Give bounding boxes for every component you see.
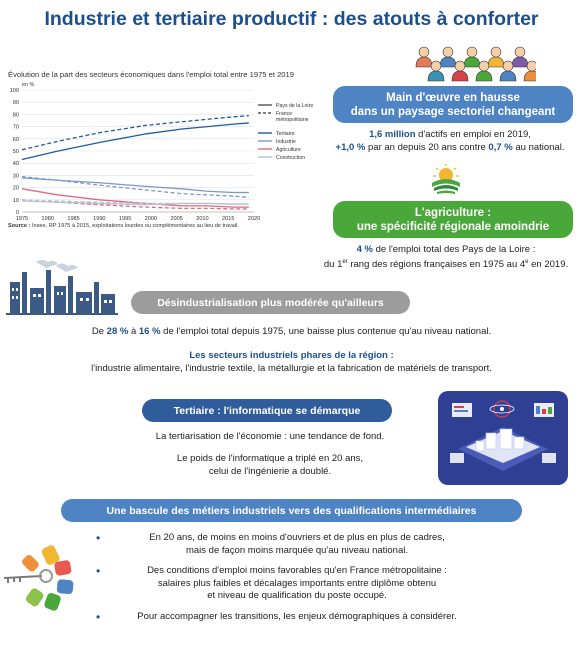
workforce-pill-line1: Main d'œuvre en hausse (386, 91, 520, 104)
desindus-l1-a: De (91, 326, 107, 337)
agriculture-sun-icon (428, 163, 464, 197)
people-crowd-icon (412, 44, 536, 84)
bascule-bullet-line: salaires plus faibles et décalages importants entre diplôme obtenu (157, 577, 437, 589)
agriculture-l1-rest: de l'emploi total des Pays de la Loire : (373, 244, 536, 255)
desindus-pill: Désindustrialisation plus modérée qu'ailleurs (131, 291, 410, 314)
bascule-bullet-list (96, 532, 486, 631)
legend-style-label: métropolitaine (276, 117, 309, 123)
agriculture-line2 (310, 256, 582, 271)
y-tick-label: 30 (12, 173, 19, 180)
agriculture-l2-c: en 2019. (528, 259, 569, 271)
workforce-growth-region: +1,0 % (335, 142, 366, 153)
bascule-bullet-line: • Des conditions d'emploi moins favorables qu'en France métropolitaine : (147, 565, 447, 576)
workforce-pill-line2: dans un paysage sectoriel changeant (350, 105, 556, 118)
workforce-l2-mid: par an depuis 20 ans contre (365, 142, 489, 153)
workforce-line1 (320, 128, 580, 141)
bascule-bullet-item (96, 532, 486, 557)
bascule-bullet-line: • Pour accompagner les transitions, les enjeux démographiques à considérer. (137, 610, 457, 622)
desindus-line1 (0, 325, 583, 338)
page-title: Industrie et tertiaire productif : des atouts à conforter (44, 8, 539, 30)
legend-sector-label: Tertiaire (276, 131, 295, 137)
desindus-l1-mid: à (128, 326, 139, 337)
x-tick-label: 1990 (93, 216, 106, 222)
desindus-share-now: 16 % (138, 326, 161, 337)
y-tick-label: 0 (15, 210, 19, 216)
series-line (22, 116, 249, 150)
x-tick-label: 1995 (118, 216, 132, 222)
agriculture-line1 (310, 243, 582, 256)
legend-sector-label: Industrie (276, 139, 296, 145)
agriculture-pill-line1: L'agriculture : (414, 206, 492, 219)
workforce-count: 1,6 million (369, 129, 416, 140)
chart-source-text: Insee, RP 1975 à 2015, exploitations lourdes ou complémentaires au lieu de travail. (31, 223, 239, 229)
digital-city-icon (436, 389, 570, 487)
y-tick-label: 20 (12, 185, 19, 192)
agriculture-share: 4 % (356, 244, 373, 255)
tertiaire-line3: celui de l'ingénierie a doublé. (208, 466, 332, 477)
bascule-pill: Une bascule des métiers industriels vers des qualifications intermédiaires (61, 499, 522, 522)
bascule-bullet-item (96, 565, 486, 603)
desindus-line2: Les secteurs industriels phares de la région : (189, 350, 394, 361)
line-chart (0, 76, 320, 226)
bascule-bullet-line: et niveau de qualification du poste occupé. (207, 590, 387, 601)
workforce-line2 (320, 141, 580, 154)
y-tick-label: 80 (12, 112, 19, 119)
tertiaire-line2: Le poids de l'informatique a triplé en 20 ans, (176, 453, 364, 464)
y-tick-label: 50 (12, 149, 19, 155)
y-tick-label: 60 (12, 136, 19, 143)
chart-title: Évolution de la part des secteurs économiques dans l'emploi total entre 1975 et 2019 (8, 70, 294, 79)
y-axis-label: en % (22, 82, 35, 88)
agriculture-pill-line2: une spécificité régionale amoindrie (356, 220, 550, 233)
agriculture-l2-b: rang des régions françaises en 1975 au 4 (347, 259, 526, 271)
agriculture-sup1: er (342, 259, 348, 265)
desindus-l1-end: de l'emploi total depuis 1975, une baisse plus contenue qu'au niveau national. (160, 326, 492, 337)
x-tick-label: 2005 (170, 216, 183, 222)
workforce-l2-end: au national. (512, 142, 565, 153)
x-tick-label: 2010 (196, 216, 209, 222)
agriculture-sup2: e (525, 259, 529, 265)
y-tick-label: 70 (12, 124, 19, 131)
keys-icon (2, 540, 94, 614)
factory-icon (6, 258, 118, 318)
x-tick-label: 1975 (15, 216, 29, 222)
y-tick-label: 100 (9, 88, 19, 94)
y-tick-label: 40 (12, 161, 19, 168)
x-tick-label: 2015 (221, 216, 235, 222)
tertiaire-line1: La tertiarisation de l'économie : une tendance de fond. (155, 431, 385, 442)
legend-style-label: Pays de la Loire (276, 103, 314, 109)
x-tick-label: 1985 (67, 216, 80, 222)
legend-style-label: France (276, 111, 293, 117)
bascule-bullet-item (96, 611, 486, 624)
workforce-growth-national: 0,7 % (488, 142, 513, 153)
agriculture-l2-a: du 1 (323, 259, 343, 271)
x-tick-label: 2020 (247, 216, 261, 222)
y-tick-label: 90 (12, 100, 19, 107)
x-tick-label: 1980 (41, 216, 55, 222)
agriculture-pill (333, 201, 573, 238)
workforce-pill (333, 86, 573, 123)
bascule-bullet-line: mais de façon moins marquée qu'au niveau national. (185, 544, 409, 556)
legend-sector-label: Agriculture (276, 147, 301, 153)
tertiaire-pill: Tertiaire : l'informatique se démarque (142, 399, 392, 422)
y-tick-label: 10 (12, 197, 19, 204)
workforce-l1-rest: d'actifs en emploi en 2019, (415, 129, 531, 140)
legend-sector-label: Construction (276, 155, 306, 161)
desindus-share-1975: 28 % (106, 326, 129, 337)
chart-source-label: Source : (8, 223, 31, 229)
desindus-line3: l'industrie alimentaire, l'industrie textile, la métallurgie et la fabrication de matériels de transport. (91, 363, 492, 374)
chart-source (8, 223, 239, 229)
x-tick-label: 2000 (144, 216, 158, 222)
bascule-bullet-line: • En 20 ans, de moins en moins d'ouvriers et de plus en plus de cadres, (149, 532, 445, 543)
